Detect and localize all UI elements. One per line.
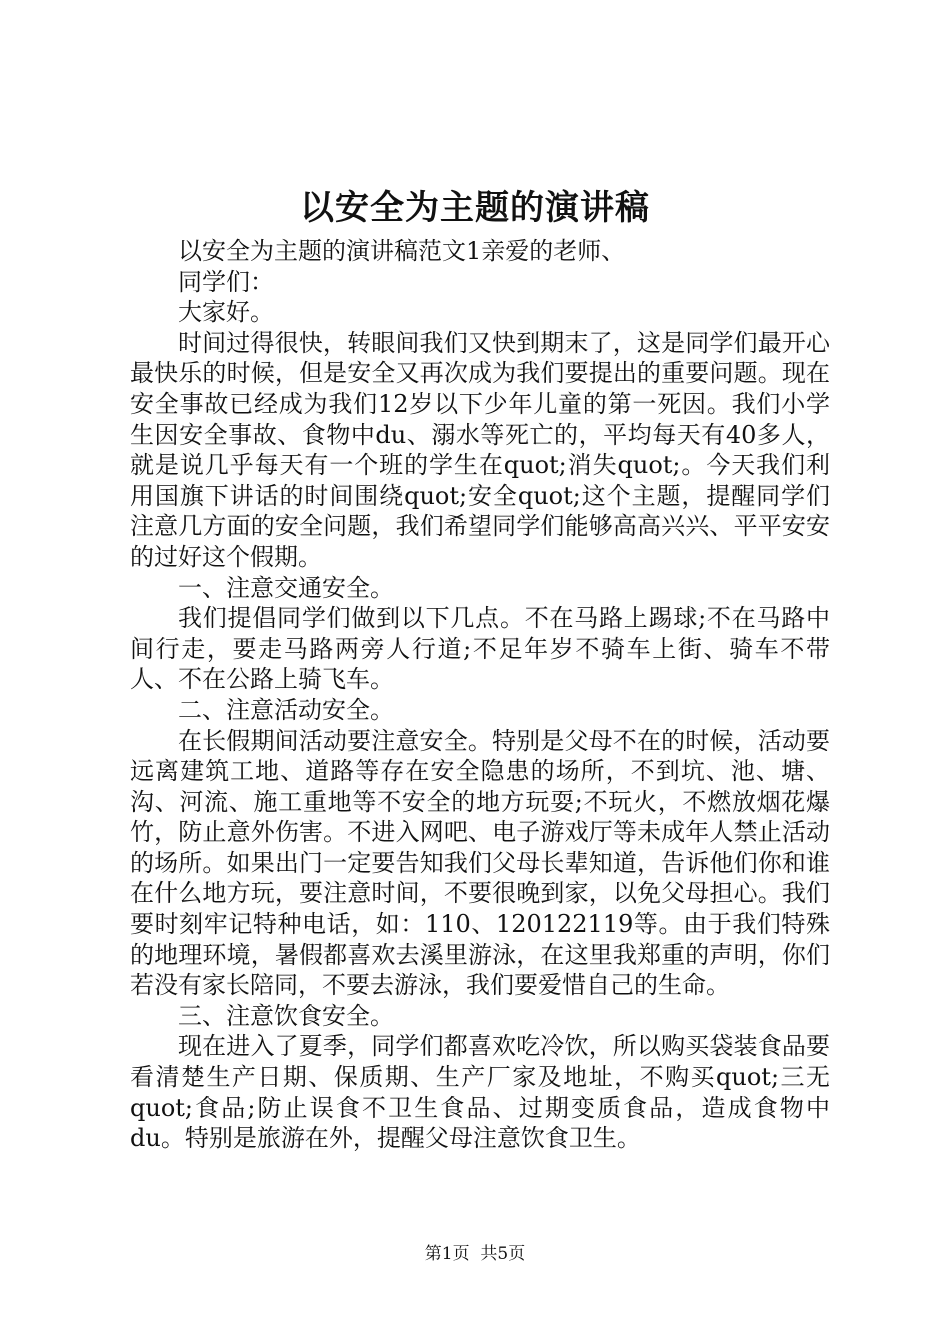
paragraph: 大家好。 [178,298,274,327]
page-number: 第1页 [424,1244,470,1264]
page-total: 共5页 [480,1244,526,1264]
paragraph: 在长假期间活动要注意安全。特别是父母不在的时候，活动要远离建筑工地、道路等存在安全隐患的场所，不到坑、池、塘、沟、河流、施工重地等不安全的地方玩耍;不玩火，不燃放烟花爆竹，防止意外伤害。不进入网吧、电子游戏厅等未成年人禁止活动的场所。如果出门一定要告知我们父母长辈知道，告诉他们你和谁在什么地方玩，要注意时间，不要很晚到家，以免父母担心。我们要时刻牢记特种电话，如：110、120122119等。由于我们特殊的地理环境，暑假都喜欢去溪里游泳，在这里我郑重的声明，你们若没有家长陪同，不要去游泳，我们要爱惜自己的生命。 [130,726,830,1000]
section-heading: 三、注意饮食安全。 [178,1001,394,1030]
paragraph: 同学们： [178,267,274,296]
paragraph: 我们提倡同学们做到以下几点。不在马路上踢球;不在马路中间行走，要走马路两旁人行道;不足年岁不骑车上街、骑车不带人、不在公路上骑飞车。 [130,604,830,694]
paragraph: 现在进入了夏季，同学们都喜欢吃冷饮，所以购买袋装食品要看清楚生产日期、保质期、生产厂家及地址，不购买quot;三无quot;食品;防止误食不卫生食品、过期变质食品，造成食物中du。特别是旅游在外，提醒父母注意饮食卫生。 [130,1032,830,1153]
paragraph: 时间过得很快，转眼间我们又快到期末了，这是同学们最开心最快乐的时候，但是安全又再次成为我们要提出的重要问题。现在安全事故已经成为我们12岁以下少年儿童的第一死因。我们小学生因安全事故、食物中du、溺水等死亡的，平均每天有40多人，就是说几乎每天有一个班的学生在quot;消失quot;。今天我们利用国旗下讲话的时间围绕quot;安全quot;这个主题，提醒同学们注意几方面的安全问题，我们希望同学们能够高高兴兴、平平安安的过好这个假期。 [130,328,830,571]
section-heading: 二、注意活动安全。 [178,695,394,724]
page-footer [0,1242,950,1266]
document-title: 以安全为主题的演讲稿 [300,188,650,228]
paragraph: 以安全为主题的演讲稿范文1亲爱的老师、 [178,237,626,265]
section-heading: 一、注意交通安全。 [178,573,394,602]
document-body [130,236,830,1154]
